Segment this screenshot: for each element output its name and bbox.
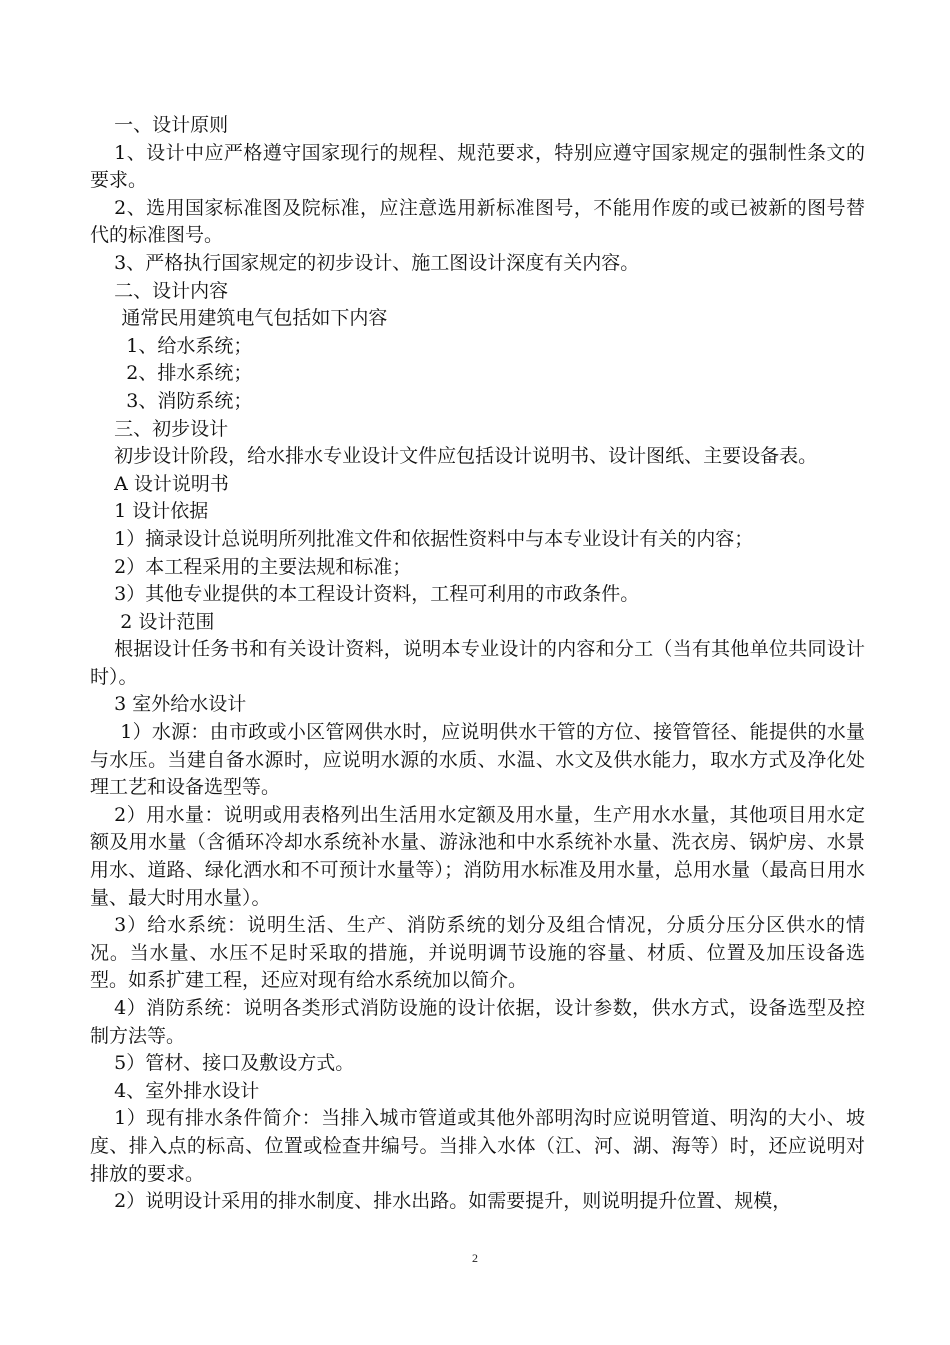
paragraph: 通常民用建筑电气包括如下内容 bbox=[121, 307, 388, 330]
section-heading-design-principles: 一、设计原则 bbox=[114, 114, 229, 136]
section-heading-design-content: 二、设计内容 bbox=[114, 279, 229, 302]
subsection-heading: 1 设计依据 bbox=[114, 500, 209, 523]
paragraph: 3、严格执行国家规定的初步设计、施工图设计深度有关内容。 bbox=[114, 251, 640, 274]
paragraph: 2、选用国家标准图及院标准，应注意选用新标准图号，不能用作废的或已被新的图号替代的标准图号。 bbox=[90, 196, 865, 247]
subsection-heading: 2 设计范围 bbox=[120, 610, 215, 633]
list-item: 2）本工程采用的主要法规和标准； bbox=[114, 555, 412, 578]
list-item: 2、排水系统； bbox=[126, 362, 253, 385]
paragraph: 5）管材、接口及敷设方式。 bbox=[114, 1052, 355, 1075]
page-number: 2 bbox=[472, 1251, 478, 1265]
subsection-heading: A 设计说明书 bbox=[114, 472, 229, 495]
paragraph: 3）给水系统：说明生活、生产、消防系统的划分及组合情况，分质分压分区供水的情况。当水量、水压不足时采取的措施，并说明调节设施的容量、材质、位置及加压设备选型。如系扩建工程，还应对现有给水系统加以简介。 bbox=[90, 914, 865, 992]
subsection-heading: 4、室外排水设计 bbox=[114, 1079, 260, 1102]
paragraph: 2）用水量：说明或用表格列出生活用水定额及用水量，生产用水水量，其他项目用水定额及用水量（含循环冷却水系统补水量、游泳池和中水系统补水量、洗衣房、锅炉房、水景用水、道路、绿化洒水和不可预计水量等）；消防用水标准及用水量，总用水量（最高日用水量、最大时用水量）。 bbox=[90, 803, 865, 909]
paragraph: 2）说明设计采用的排水制度、排水出路。如需要提升，则说明提升位置、规模， bbox=[114, 1190, 792, 1213]
list-item: 1、给水系统； bbox=[126, 334, 253, 357]
paragraph: 1）水源：由市政或小区管网供水时，应说明供水干管的方位、接管管径、能提供的水量与水压。当建自备水源时，应说明水源的水质、水温、水文及供水能力，取水方式及净化处理工艺和设备选型等。 bbox=[90, 721, 865, 799]
section-heading-preliminary-design: 三、初步设计 bbox=[114, 417, 229, 440]
list-item: 3）其他专业提供的本工程设计资料，工程可利用的市政条件。 bbox=[114, 583, 640, 606]
paragraph: 1、设计中应严格遵守国家现行的规程、规范要求，特别应遵守国家规定的强制性条文的要求。 bbox=[90, 141, 865, 192]
subsection-heading: 3 室外给水设计 bbox=[114, 693, 247, 716]
paragraph: 初步设计阶段，给水排水专业设计文件应包括设计说明书、设计图纸、主要设备表。 bbox=[114, 445, 818, 468]
paragraph: 根据设计任务书和有关设计资料，说明本专业设计的内容和分工（当有其他单位共同设计时）。 bbox=[90, 638, 865, 688]
list-item: 3、消防系统； bbox=[126, 389, 253, 412]
document-body bbox=[90, 112, 865, 1216]
paragraph: 4）消防系统：说明各类形式消防设施的设计依据，设计参数，供水方式，设备选型及控制方法等。 bbox=[90, 997, 865, 1047]
list-item: 1）摘录设计总说明所列批准文件和依据性资料中与本专业设计有关的内容； bbox=[114, 527, 754, 550]
paragraph: 1）现有排水条件简介：当排入城市管道或其他外部明沟时应说明管道、明沟的大小、坡度、排入点的标高、位置或检查井编号。当排入水体（江、河、湖、海等）时，还应说明对排放的要求。 bbox=[90, 1107, 865, 1185]
